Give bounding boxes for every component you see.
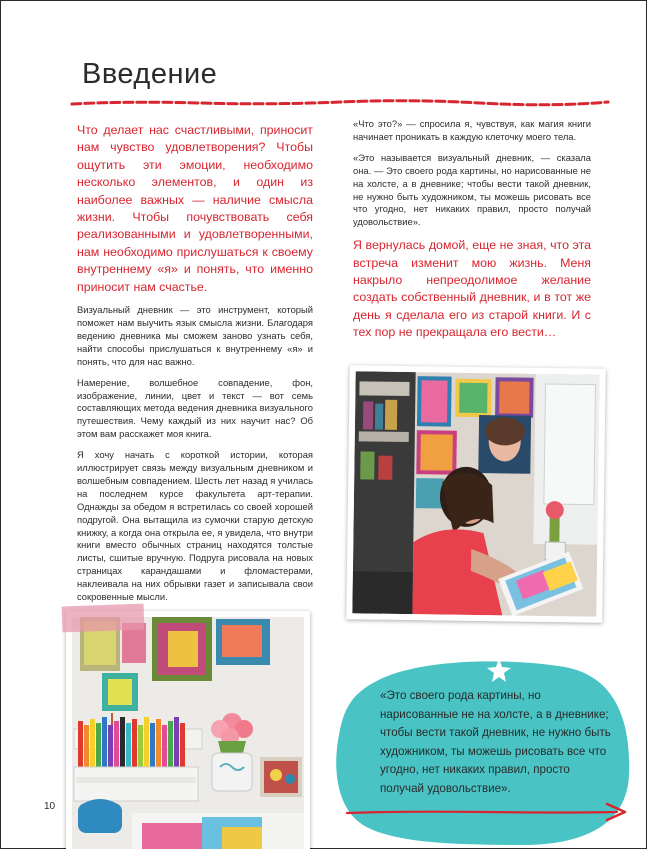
- photo-studio-desk: [66, 611, 310, 849]
- pink-washi-tape: [62, 604, 145, 633]
- pull-quote-text: «Это своего рода картины, но нарисованные не на холсте, а в дневнике; чтобы вести такой дневник, не нужно быть художником, ты можешь рисовать все что угодно, нет никаких правил, просто получай удовольствие».: [380, 689, 611, 795]
- arrow-right-icon: [345, 800, 630, 824]
- intro-lead-paragraph: Что делает нас счастливыми, приносит нам чувство удовлетворения? Чтобы ощутить эти эмоции, необходимо несколько элементов, и один из наиболее важных — наличие смысла жизни. Чтобы почувствовать себя реализованными и удовлетворенными, нам необходимо прислушаться к своему внутреннему «я» и понять, что именно приносит нам счастье.: [77, 123, 313, 294]
- left-column: [77, 122, 313, 612]
- right-paragraph-2: «Это называется визуальный дневник, — сказала она. — Это своего рода картины, но нарисованные не на холсте, а в дневнике; чтобы вести такой дневник, не нужно быть художником, ты можешь рисовать все что угодно, нет никаких правил, просто получай удовольствие».: [353, 151, 591, 228]
- woman-drawing-image: [352, 371, 599, 616]
- studio-desk-image: [72, 617, 304, 849]
- star-icon: [486, 657, 512, 683]
- body-paragraph-1: Визуальный дневник — это инструмент, который поможет нам выучить язык смысла жизни. Благодаря ведению дневника мы сможем заново узнать себя, найти способы прислушаться к внутреннему «я» и понять, что для нас важно.: [77, 304, 313, 367]
- body-paragraph-2: Намерение, волшебное совпадение, фон, изображение, линии, цвет и текст — вот семь составляющих метода ведения дневника визуального путешествия. Чему каждый из них научит нас? Об этом вам расскажет моя книга.: [77, 376, 313, 440]
- page-number: 10: [44, 801, 56, 812]
- photo-woman-drawing: [346, 365, 606, 623]
- page-title: Введение: [82, 58, 218, 90]
- right-column: [353, 118, 591, 342]
- body-paragraph-3: Я хочу начать с короткой истории, которая иллюстрирует связь между визуальным дневником и волшебным совпадением. Шесть лет назад я училась на последнем курсе факультета арт-терапии. Однажды за обедом я встретилась со своей хорошей подругой. Она вытащила из сумочки старую детскую книжку, а когда она открыла ее, я увидела, что внутри книги вместо обычных страниц находятся толстые листы, сшитые вручную. Подруга рисовала на новых страницах карандашами и фломастерами, наклеивала на них обрывки газет и записывала свои сокровенные мысли.: [77, 449, 313, 603]
- right-lead-paragraph: Я вернулась домой, еще не зная, что эта встреча изменит мою жизнь. Меня накрыло непреодолимое желание создать собственный дневник, и в тот же день я сделала его из старой книги. И с тех пор не прекращала его вести…: [353, 238, 591, 340]
- right-paragraph-1: «Что это?» — спросила я, чувствуя, как магия книги начинает проникать в каждую клеточку моего тела.: [353, 118, 591, 142]
- red-dashed-divider: [70, 99, 610, 107]
